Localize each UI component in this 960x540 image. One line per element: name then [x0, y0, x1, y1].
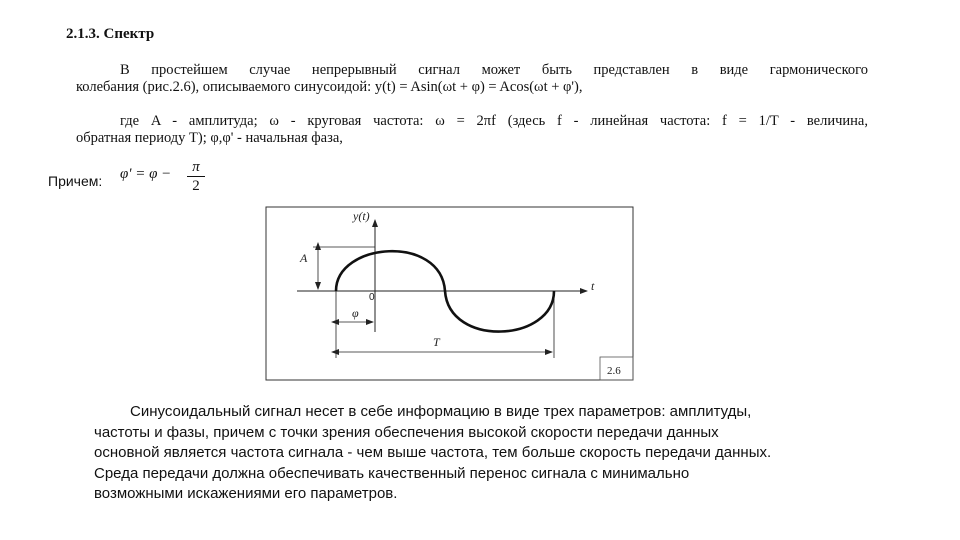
- sinusoid-figure: [265, 206, 635, 382]
- summary-line: основной является частота сигнала - чем выше частота, тем больше скорость передачи данных.: [94, 444, 772, 461]
- paragraph-line: обратная периоду T); φ,φ' - начальная фаза,: [76, 130, 343, 146]
- amplitude-label: A: [300, 251, 308, 265]
- paragraph-definitions: [76, 113, 868, 147]
- fraction-denominator: 2: [192, 178, 200, 194]
- paragraph-line: где A - амплитуда; ω - круговая частота: ω = 2πf (здесь f - линейная частота: f = 1/T - величина,: [120, 113, 868, 129]
- origin-label: 0: [369, 292, 375, 303]
- summary-line: Среда передачи должна обеспечивать качественный перенос сигнала с минимально: [94, 464, 690, 482]
- paragraph-harmonic: [76, 62, 868, 96]
- summary-line: частоты и фазы, причем с точки зрения обеспечения высокой скорости передачи данных: [94, 423, 719, 441]
- t-axis-label: t: [591, 279, 595, 293]
- summary-line: возможными искажениями его параметров.: [94, 485, 398, 502]
- formula-left: φ' = φ −: [120, 166, 172, 182]
- phase-label: φ: [352, 306, 359, 320]
- summary-line: Синусоидальный сигнал несет в себе информацию в виде трех параметров: амплитуды,: [130, 403, 752, 420]
- paragraph-line: В простейшем случае непрерывный сигнал может быть представлен в виде гармонического: [120, 62, 868, 78]
- phase-formula: [120, 159, 200, 194]
- fraction-numerator: π: [192, 159, 200, 175]
- period-label: T: [433, 335, 440, 349]
- figure-frame: [266, 207, 633, 380]
- figure-number: 2.6: [607, 365, 621, 377]
- formula-fraction: [187, 158, 205, 195]
- y-axis-label: y(t): [353, 209, 370, 223]
- summary-paragraph: [94, 402, 884, 505]
- paragraph-line: колебания (рис.2.6), описываемого синусоидой: y(t) = Asin(ωt + φ) = Acos(ωt + φ'),: [76, 79, 583, 95]
- note-label: Причем:: [48, 173, 103, 189]
- section-title: 2.1.3. Спектр: [66, 26, 155, 42]
